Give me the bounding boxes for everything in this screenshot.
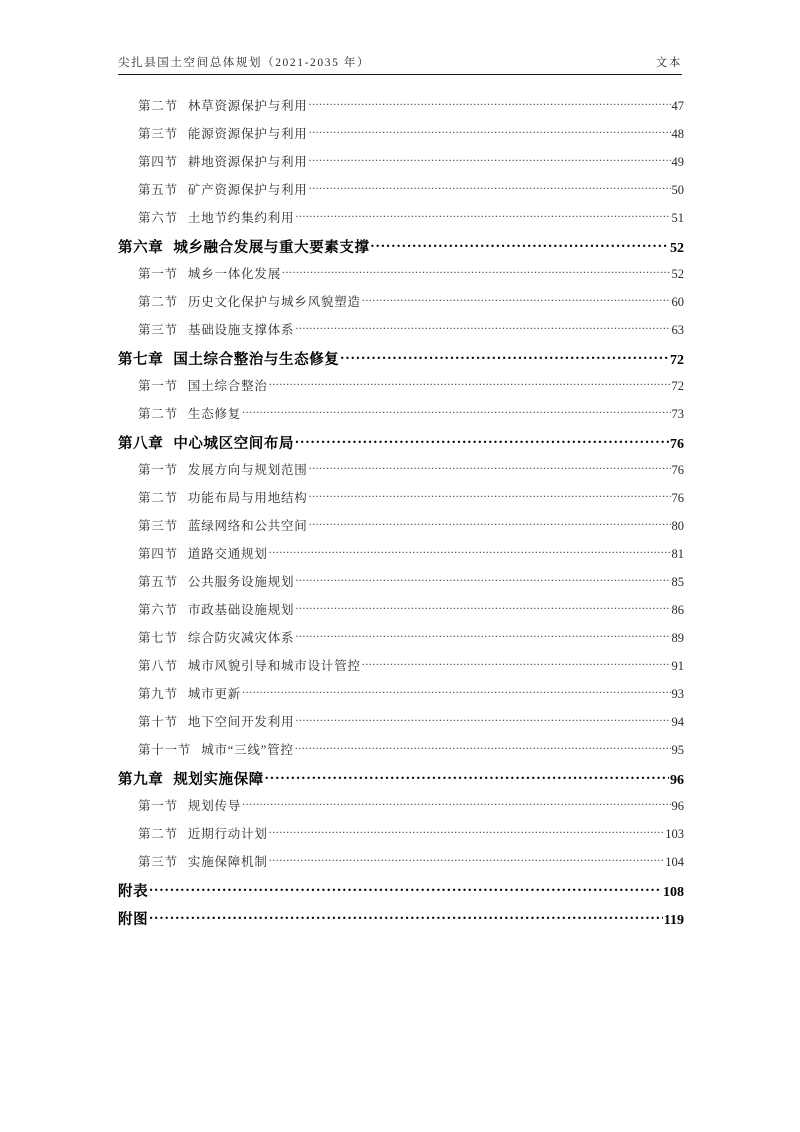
toc-entry-number: 第三节 <box>138 855 178 869</box>
toc-dot-leader <box>295 322 670 335</box>
toc-dot-leader <box>309 462 671 475</box>
toc-entry-page-number: 94 <box>671 715 684 729</box>
toc-entry-title: 基础设施支撑体系 <box>187 323 295 337</box>
toc-entry-number: 第九节 <box>138 687 178 701</box>
toc-entry-page-number: 96 <box>671 799 684 813</box>
toc-entry-page-number: 72 <box>671 379 684 393</box>
toc-entry[interactable] <box>138 712 684 740</box>
toc-entry-number: 第九章 <box>118 772 164 788</box>
toc-entry-title: 城市“三线”管控 <box>201 743 294 757</box>
toc-dot-leader <box>340 350 669 365</box>
toc-dot-leader <box>295 210 670 223</box>
toc-entry-title: 城乡一体化发展 <box>187 267 282 281</box>
toc-entry-title: 附表 <box>118 884 149 900</box>
toc-entry-number: 第三节 <box>138 519 178 533</box>
toc-entry[interactable] <box>138 684 684 712</box>
toc-entry-label <box>138 572 294 590</box>
toc-entry-number: 第一节 <box>138 799 178 813</box>
toc-entry-label <box>138 796 241 814</box>
toc-entry-number: 第八章 <box>118 436 164 452</box>
toc-entry[interactable] <box>138 740 684 768</box>
toc-entry-page-number: 48 <box>671 127 684 141</box>
toc-dot-leader <box>242 798 670 811</box>
toc-entry-page-number: 51 <box>671 211 684 225</box>
toc-entry-page-number: 76 <box>671 463 684 477</box>
toc-entry[interactable] <box>138 376 684 404</box>
toc-entry-number: 第二节 <box>138 491 178 505</box>
toc-entry-title: 附图 <box>118 912 149 928</box>
toc-entry-number: 第二节 <box>138 99 178 113</box>
toc-entry[interactable] <box>138 488 684 516</box>
toc-entry-label <box>118 880 148 901</box>
toc-entry[interactable] <box>138 824 684 852</box>
toc-entry[interactable] <box>138 180 684 208</box>
toc-dot-leader <box>309 490 671 503</box>
toc-entry-label <box>118 236 370 257</box>
toc-entry[interactable] <box>138 292 684 320</box>
toc-entry[interactable] <box>138 572 684 600</box>
toc-entry[interactable] <box>138 628 684 656</box>
toc-entry-page-number: 119 <box>663 913 684 928</box>
toc-entry-label <box>138 656 361 674</box>
toc-entry-title: 功能布局与用地结构 <box>187 491 308 505</box>
toc-entry-page-number: 50 <box>671 183 684 197</box>
toc-entry-number: 第三节 <box>138 323 178 337</box>
toc-entry-page-number: 104 <box>665 855 684 869</box>
toc-entry-page-number: 76 <box>670 437 684 452</box>
toc-entry-number: 第二节 <box>138 295 178 309</box>
toc-entry-number: 第二节 <box>138 827 178 841</box>
toc-entry-number: 第五节 <box>138 575 178 589</box>
toc-dot-leader <box>242 406 670 419</box>
toc-entry-title: 规划实施保障 <box>173 772 264 788</box>
toc-entry-title: 林草资源保护与利用 <box>187 99 308 113</box>
toc-entry-title: 矿产资源保护与利用 <box>187 183 308 197</box>
toc-entry-label <box>138 712 294 730</box>
toc-entry-title: 地下空间开发利用 <box>187 715 295 729</box>
toc-entry[interactable] <box>138 796 684 824</box>
toc-entry-page-number: 80 <box>671 519 684 533</box>
toc-entry-title: 实施保障机制 <box>187 855 268 869</box>
toc-entry-label <box>118 432 294 453</box>
document-section-label: 文本 <box>655 57 682 69</box>
toc-entry-number: 第一节 <box>138 267 178 281</box>
toc-entry-page-number: 85 <box>671 575 684 589</box>
toc-entry-title: 国土综合整治 <box>187 379 268 393</box>
toc-entry-label <box>138 516 308 534</box>
toc-dot-leader <box>242 686 670 699</box>
toc-entry[interactable] <box>138 152 684 180</box>
toc-entry-page-number: 103 <box>665 827 684 841</box>
toc-entry-number: 第四节 <box>138 155 178 169</box>
toc-entry-title: 国土综合整治与生态修复 <box>173 352 340 368</box>
toc-entry-page-number: 73 <box>671 407 684 421</box>
toc-entry-title: 规划传导 <box>187 799 242 813</box>
toc-dot-leader <box>269 378 671 391</box>
toc-entry[interactable] <box>138 264 684 292</box>
toc-entry-page-number: 91 <box>671 659 684 673</box>
toc-entry-page-number: 81 <box>671 547 684 561</box>
toc-dot-leader <box>269 854 665 867</box>
toc-entry-label <box>138 852 268 870</box>
toc-entry-page-number: 52 <box>670 241 684 256</box>
toc-dot-leader <box>295 602 670 615</box>
table-of-contents <box>118 96 684 936</box>
toc-entry-page-number: 93 <box>671 687 684 701</box>
toc-entry-number: 第十节 <box>138 715 178 729</box>
document-title: 尖扎县国土空间总体规划（2021-2035 年） <box>118 57 371 69</box>
toc-entry-title: 中心城区空间布局 <box>173 436 295 452</box>
toc-entry-label <box>138 628 294 646</box>
toc-entry-title: 生态修复 <box>187 407 242 421</box>
toc-dot-leader <box>309 98 671 111</box>
toc-dot-leader <box>269 826 665 839</box>
toc-dot-leader <box>309 518 671 531</box>
toc-entry[interactable] <box>138 208 684 236</box>
toc-dot-leader <box>309 182 671 195</box>
toc-entry[interactable] <box>138 96 684 124</box>
toc-entry[interactable] <box>118 908 684 936</box>
toc-entry-number: 第三节 <box>138 127 178 141</box>
toc-entry-title: 能源资源保护与利用 <box>187 127 308 141</box>
toc-dot-leader <box>295 714 670 727</box>
toc-entry[interactable] <box>138 544 684 572</box>
toc-dot-leader <box>371 238 669 253</box>
toc-entry-label <box>138 404 241 422</box>
toc-entry-number: 第六节 <box>138 211 178 225</box>
toc-dot-leader <box>269 546 671 559</box>
toc-entry[interactable] <box>138 600 684 628</box>
toc-dot-leader <box>265 770 669 785</box>
toc-entry-title: 历史文化保护与城乡风貌塑造 <box>187 295 361 309</box>
toc-entry[interactable] <box>138 320 684 348</box>
toc-entry-label <box>138 488 308 506</box>
toc-entry-title: 公共服务设施规划 <box>187 575 295 589</box>
toc-entry-title: 耕地资源保护与利用 <box>187 155 308 169</box>
toc-dot-leader <box>282 266 670 279</box>
toc-entry-title: 蓝绿网络和公共空间 <box>187 519 308 533</box>
toc-dot-leader <box>309 154 671 167</box>
toc-entry-page-number: 89 <box>671 631 684 645</box>
toc-entry[interactable] <box>138 404 684 432</box>
toc-entry[interactable] <box>118 880 684 908</box>
toc-entry-number: 第六章 <box>118 240 164 256</box>
toc-dot-leader <box>295 434 669 449</box>
toc-entry[interactable] <box>118 348 684 376</box>
toc-entry-label <box>138 600 294 618</box>
toc-entry-title: 城乡融合发展与重大要素支撑 <box>173 240 370 256</box>
toc-entry-number: 第八节 <box>138 659 178 673</box>
toc-entry-label <box>138 320 294 338</box>
toc-entry-number: 第一节 <box>138 379 178 393</box>
toc-entry-page-number: 95 <box>671 743 684 757</box>
toc-entry-page-number: 76 <box>671 491 684 505</box>
toc-entry-label <box>138 96 308 114</box>
toc-entry[interactable] <box>138 852 684 880</box>
toc-entry-number: 第四节 <box>138 547 178 561</box>
toc-dot-leader <box>149 910 663 925</box>
toc-entry-number: 第五节 <box>138 183 178 197</box>
toc-dot-leader <box>149 882 662 897</box>
toc-entry[interactable] <box>138 460 684 488</box>
toc-entry-label <box>138 124 308 142</box>
toc-entry[interactable] <box>138 124 684 152</box>
toc-entry-number: 第七章 <box>118 352 164 368</box>
toc-dot-leader <box>295 742 671 755</box>
toc-entry-page-number: 63 <box>671 323 684 337</box>
toc-entry-label <box>138 460 308 478</box>
toc-entry-page-number: 60 <box>671 295 684 309</box>
toc-dot-leader <box>362 294 671 307</box>
toc-entry-title: 发展方向与规划范围 <box>187 463 308 477</box>
toc-entry-title: 城市更新 <box>187 687 242 701</box>
toc-entry-page-number: 72 <box>670 353 684 368</box>
toc-entry-label <box>118 768 264 789</box>
toc-entry-number: 第二节 <box>138 407 178 421</box>
toc-entry[interactable] <box>118 236 684 264</box>
toc-entry-title: 土地节约集约利用 <box>187 211 295 225</box>
toc-dot-leader <box>295 630 670 643</box>
toc-entry-label <box>138 740 294 758</box>
toc-entry-page-number: 47 <box>671 99 684 113</box>
toc-entry-label <box>138 152 308 170</box>
toc-entry-number: 第十一节 <box>138 743 192 757</box>
toc-entry-page-number: 52 <box>671 267 684 281</box>
toc-entry-label <box>138 208 294 226</box>
toc-dot-leader <box>362 658 671 671</box>
toc-entry-label <box>118 908 148 929</box>
toc-entry-number: 第一节 <box>138 463 178 477</box>
toc-entry-label <box>138 264 281 282</box>
toc-dot-leader <box>295 574 670 587</box>
toc-entry-number: 第七节 <box>138 631 178 645</box>
toc-entry-label <box>138 824 268 842</box>
toc-entry[interactable] <box>138 516 684 544</box>
toc-entry[interactable] <box>138 656 684 684</box>
toc-entry-label <box>138 544 268 562</box>
toc-entry-page-number: 96 <box>670 773 684 788</box>
toc-dot-leader <box>309 126 671 139</box>
toc-entry-number: 第六节 <box>138 603 178 617</box>
toc-entry-title: 道路交通规划 <box>187 547 268 561</box>
toc-entry-label <box>138 376 268 394</box>
toc-entry-page-number: 86 <box>671 603 684 617</box>
toc-entry-title: 城市风貌引导和城市设计管控 <box>187 659 361 673</box>
toc-entry-title: 市政基础设施规划 <box>187 603 295 617</box>
page-running-header <box>118 54 682 75</box>
toc-entry-label <box>138 684 241 702</box>
toc-entry-title: 综合防灾减灾体系 <box>187 631 295 645</box>
toc-entry-page-number: 108 <box>663 885 684 900</box>
toc-entry-label <box>138 292 361 310</box>
toc-entry-page-number: 49 <box>671 155 684 169</box>
toc-entry[interactable] <box>118 432 684 460</box>
toc-entry-label <box>138 180 308 198</box>
toc-entry[interactable] <box>118 768 684 796</box>
toc-entry-title: 近期行动计划 <box>187 827 268 841</box>
toc-entry-label <box>118 348 339 369</box>
